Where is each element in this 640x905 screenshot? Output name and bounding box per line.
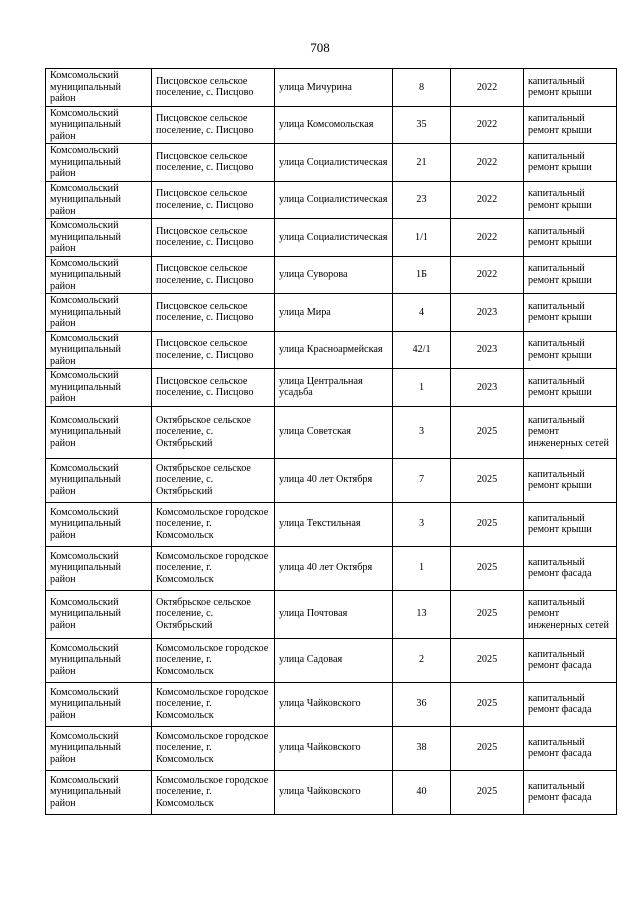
registry-table-body [46,69,617,815]
house-number-cell: 1Б [393,256,451,294]
work-type-cell: капитальный ремонт крыши [524,369,617,407]
street-cell: улица Садовая [275,638,393,682]
table-row [46,458,617,502]
work-type-cell: капитальный ремонт инженерных сетей [524,590,617,638]
work-type-cell: капитальный ремонт крыши [524,144,617,182]
district-cell: Комсомольский муниципальный район [46,682,152,726]
year-cell: 2022 [451,144,524,182]
year-cell: 2023 [451,331,524,369]
table-row [46,726,617,770]
table-row [46,638,617,682]
street-cell: улица Социалистическая [275,144,393,182]
table-row [46,369,617,407]
table-row [46,69,617,107]
year-cell: 2022 [451,181,524,219]
work-type-cell: капитальный ремонт крыши [524,69,617,107]
district-cell: Комсомольский муниципальный район [46,219,152,257]
house-number-cell: 7 [393,458,451,502]
street-cell: улица Мичурина [275,69,393,107]
table-row [46,144,617,182]
year-cell: 2025 [451,502,524,546]
settlement-cell: Комсомольское городское поселение, г. Комсомольск [152,770,275,814]
table-row [46,682,617,726]
street-cell: улица Социалистическая [275,219,393,257]
year-cell: 2025 [451,726,524,770]
year-cell: 2022 [451,256,524,294]
settlement-cell: Октябрьское сельское поселение, с. Октябрьский [152,406,275,458]
year-cell: 2022 [451,219,524,257]
work-type-cell: капитальный ремонт инженерных сетей [524,406,617,458]
settlement-cell: Комсомольское городское поселение, г. Комсомольск [152,502,275,546]
house-number-cell: 8 [393,69,451,107]
table-row [46,219,617,257]
settlement-cell: Писцовское сельское поселение, с. Писцово [152,256,275,294]
house-number-cell: 1 [393,546,451,590]
table-row [46,770,617,814]
work-type-cell: капитальный ремонт фасада [524,770,617,814]
work-type-cell: капитальный ремонт крыши [524,106,617,144]
work-type-cell: капитальный ремонт фасада [524,546,617,590]
settlement-cell: Писцовское сельское поселение, с. Писцово [152,144,275,182]
table-row [46,546,617,590]
street-cell: улица 40 лет Октября [275,546,393,590]
work-type-cell: капитальный ремонт фасада [524,726,617,770]
district-cell: Комсомольский муниципальный район [46,638,152,682]
table-row [46,590,617,638]
street-cell: улица Текстильная [275,502,393,546]
table-row [46,106,617,144]
settlement-cell: Комсомольское городское поселение, г. Комсомольск [152,682,275,726]
year-cell: 2022 [451,69,524,107]
house-number-cell: 42/1 [393,331,451,369]
district-cell: Комсомольский муниципальный район [46,770,152,814]
year-cell: 2025 [451,638,524,682]
year-cell: 2022 [451,106,524,144]
work-type-cell: капитальный ремонт крыши [524,458,617,502]
settlement-cell: Писцовское сельское поселение, с. Писцово [152,106,275,144]
work-type-cell: капитальный ремонт крыши [524,181,617,219]
year-cell: 2025 [451,770,524,814]
page-number: 708 [310,40,330,55]
year-cell: 2023 [451,369,524,407]
work-type-cell: капитальный ремонт крыши [524,502,617,546]
street-cell: улица Красноармейская [275,331,393,369]
street-cell: улица Комсомольская [275,106,393,144]
settlement-cell: Комсомольское городское поселение, г. Комсомольск [152,546,275,590]
year-cell: 2025 [451,458,524,502]
district-cell: Комсомольский муниципальный район [46,369,152,407]
district-cell: Комсомольский муниципальный район [46,144,152,182]
district-cell: Комсомольский муниципальный район [46,590,152,638]
house-number-cell: 21 [393,144,451,182]
settlement-cell: Писцовское сельское поселение, с. Писцово [152,331,275,369]
house-number-cell: 3 [393,502,451,546]
work-type-cell: капитальный ремонт фасада [524,682,617,726]
year-cell: 2025 [451,406,524,458]
district-cell: Комсомольский муниципальный район [46,106,152,144]
settlement-cell: Писцовское сельское поселение, с. Писцово [152,369,275,407]
district-cell: Комсомольский муниципальный район [46,294,152,332]
settlement-cell: Писцовское сельское поселение, с. Писцово [152,181,275,219]
work-type-cell: капитальный ремонт фасада [524,638,617,682]
district-cell: Комсомольский муниципальный район [46,69,152,107]
street-cell: улица 40 лет Октября [275,458,393,502]
house-number-cell: 3 [393,406,451,458]
settlement-cell: Писцовское сельское поселение, с. Писцово [152,219,275,257]
house-number-cell: 23 [393,181,451,219]
district-cell: Комсомольский муниципальный район [46,181,152,219]
street-cell: улица Чайковского [275,770,393,814]
street-cell: улица Советская [275,406,393,458]
house-number-cell: 13 [393,590,451,638]
house-number-cell: 38 [393,726,451,770]
street-cell: улица Центральная усадьба [275,369,393,407]
district-cell: Комсомольский муниципальный район [46,546,152,590]
district-cell: Комсомольский муниципальный район [46,458,152,502]
work-type-cell: капитальный ремонт крыши [524,331,617,369]
district-cell: Комсомольский муниципальный район [46,331,152,369]
house-number-cell: 40 [393,770,451,814]
house-number-cell: 1 [393,369,451,407]
house-number-cell: 36 [393,682,451,726]
year-cell: 2023 [451,294,524,332]
house-number-cell: 4 [393,294,451,332]
district-cell: Комсомольский муниципальный район [46,502,152,546]
table-row [46,294,617,332]
street-cell: улица Почтовая [275,590,393,638]
year-cell: 2025 [451,590,524,638]
settlement-cell: Комсомольское городское поселение, г. Комсомольск [152,726,275,770]
district-cell: Комсомольский муниципальный район [46,406,152,458]
street-cell: улица Социалистическая [275,181,393,219]
street-cell: улица Чайковского [275,726,393,770]
settlement-cell: Писцовское сельское поселение, с. Писцово [152,69,275,107]
registry-table [45,68,617,815]
table-row [46,502,617,546]
work-type-cell: капитальный ремонт крыши [524,219,617,257]
year-cell: 2025 [451,682,524,726]
settlement-cell: Комсомольское городское поселение, г. Комсомольск [152,638,275,682]
table-row [46,331,617,369]
table-row [46,256,617,294]
house-number-cell: 35 [393,106,451,144]
district-cell: Комсомольский муниципальный район [46,726,152,770]
table-row [46,406,617,458]
work-type-cell: капитальный ремонт крыши [524,294,617,332]
district-cell: Комсомольский муниципальный район [46,256,152,294]
settlement-cell: Октябрьское сельское поселение, с. Октябрьский [152,458,275,502]
house-number-cell: 2 [393,638,451,682]
settlement-cell: Писцовское сельское поселение, с. Писцово [152,294,275,332]
year-cell: 2025 [451,546,524,590]
street-cell: улица Мира [275,294,393,332]
street-cell: улица Суворова [275,256,393,294]
table-row [46,181,617,219]
work-type-cell: капитальный ремонт крыши [524,256,617,294]
house-number-cell: 1/1 [393,219,451,257]
street-cell: улица Чайковского [275,682,393,726]
settlement-cell: Октябрьское сельское поселение, с. Октябрьский [152,590,275,638]
